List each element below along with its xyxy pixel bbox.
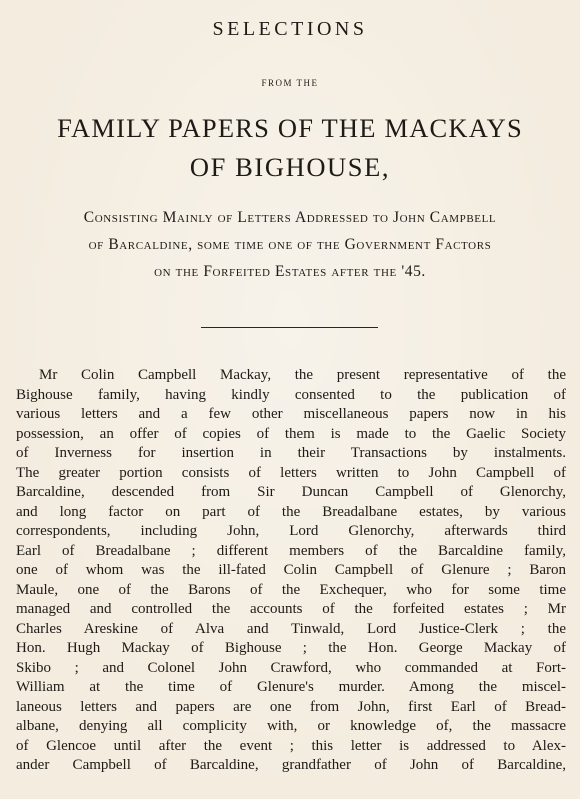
body-line: Hon. Hugh Mackay of Bighouse ; the Hon. George Mackay of xyxy=(16,640,566,656)
subtitle-line-2: of Barcaldine, some time one of the Government Factors xyxy=(88,236,492,253)
section-divider xyxy=(201,327,378,328)
body-line: of Glencoe until after the event ; this letter is addressed to Alex- xyxy=(16,737,566,754)
subtitle-line-1: Consisting Mainly of Letters Addressed to John Campbell xyxy=(83,209,497,226)
body-line: Charles Areskine of Alva and Tinwald, Lord Justice-Clerk ; the xyxy=(16,620,566,637)
body-line: William at the time of Glenure's murder. Among the miscel- xyxy=(16,679,566,695)
body-line: Bighouse family, having kindly consented to the publication of xyxy=(16,386,566,403)
heading-selections: SELECTIONS xyxy=(212,18,368,40)
body-line: one of whom was the ill-fated Colin Campbell of Glenure ; Baron xyxy=(16,562,566,578)
body-line: possession, an offer of copies of them is made to the Gaelic Society xyxy=(16,425,566,442)
body-line: Earl of Breadalbane ; different members of the Barcaldine family, xyxy=(16,542,566,559)
body-line: ander Campbell of Barcaldine, grandfather of John of Barcaldine, xyxy=(16,757,566,773)
heading-family-papers: FAMILY PAPERS OF THE MACKAYS xyxy=(57,113,523,143)
heading-of-bighouse: OF BIGHOUSE, xyxy=(189,152,391,182)
body-line: managed and controlled the accounts of the forfeited estates ; Mr xyxy=(16,601,566,617)
heading-from-the: FROM THE xyxy=(261,78,319,88)
body-line: Barcaldine, descended from Sir Duncan Campbell of Glenorchy, xyxy=(16,484,566,500)
body-paragraph xyxy=(16,366,566,776)
body-line: various letters and a few other miscellaneous papers now in his xyxy=(16,406,566,422)
body-line: Maule, one of the Barons of the Exchequer, who for some time xyxy=(16,581,566,598)
body-line: Mr Colin Campbell Mackay, the present representative of the xyxy=(39,367,566,383)
body-line: of Inverness for insertion in their Transactions by instalments. xyxy=(16,445,566,461)
body-line: The greater portion consists of letters written to John Campbell of xyxy=(16,464,566,481)
body-line: laneous letters and papers are one from John, first Earl of Bread- xyxy=(16,698,566,715)
body-line: Skibo ; and Colonel John Crawford, who commanded at Fort- xyxy=(16,659,566,676)
body-line: albane, denying all complicity with, or knowledge of, the massacre xyxy=(16,718,566,734)
subtitle-line-3: on the Forfeited Estates after the '45. xyxy=(154,263,426,280)
body-line: and long factor on part of the Breadalbane estates, by various xyxy=(16,503,566,520)
body-line: correspondents, including John, Lord Glenorchy, afterwards third xyxy=(16,523,566,539)
